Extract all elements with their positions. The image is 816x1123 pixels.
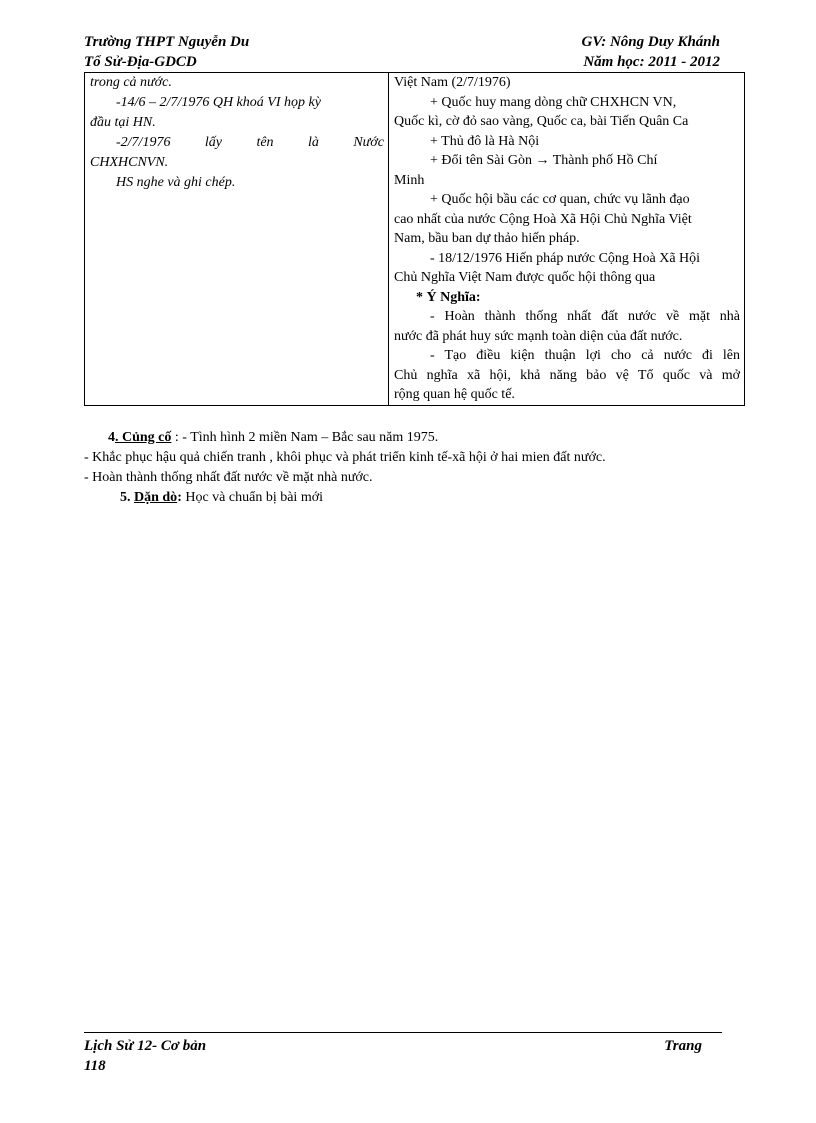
right-line: Nam, bầu ban dự thảo hiến pháp. [394,231,580,246]
right-line-rename [394,151,740,171]
footer-divider [84,1032,722,1033]
right-line: nước đã phát huy sức mạnh toàn diện của đất nước. [394,328,683,344]
consolidation-line: 4. Củng cố : - Tình hình 2 miền Nam – Bắc sau năm 1975. [108,430,439,445]
right-line: Minh [394,172,425,188]
summary-bullet: - Khắc phục hậu quả chiến tranh , khôi phục và phát triển kinh tế-xã hội ở hai mien đất nước. [84,450,606,465]
rename-text-b: Thành phố Hồ Chí [552,153,658,168]
right-line: cao nhất của nước Cộng Hoà Xã Hội Chủ Nghĩa Việt [394,211,692,227]
right-line: + Quốc hội bầu các cơ quan, chức vụ lãnh đạo [430,192,690,207]
right-line: + Quốc huy mang dòng chữ CHXHCN VN, [430,94,677,110]
page-label: Trang [664,1038,702,1054]
left-line: -14/6 – 2/7/1976 QH khoá VI họp kỳ [116,95,321,110]
department-name: Tổ Sử-Địa-GDCD [84,54,197,70]
right-line: Quốc kì, cờ đỏ sao vàng, Quốc ca, bài Tiến Quân Ca [394,114,689,129]
left-line: trong cả nước. [90,75,172,90]
school-name: Trường THPT Nguyễn Du [84,34,250,50]
homework-line: 5. Dặn dò: Học và chuẩn bị bài mới [120,490,324,505]
right-line: Chủ nghĩa xã hội, khả năng bảo vệ Tổ quốc và mở [394,367,740,383]
left-line: -2/7/1976 lấy tên là Nước [116,135,384,150]
rename-text-a: + Đổi tên Sài Gòn [430,153,532,168]
right-line: rộng quan hệ quốc tế. [394,387,515,402]
lesson-summary [84,428,728,508]
arrow-right-icon: → [535,153,550,168]
activity-column [85,73,389,405]
right-line: - 18/12/1976 Hiến pháp nước Cộng Hoà Xã Hội [430,250,701,266]
right-line: Chủ Nghĩa Việt Nam được quốc hội thông qua [394,270,656,285]
subject-label: Lịch Sử 12- Cơ bản [84,1038,207,1054]
left-line: CHXHCNVN. [90,155,169,170]
page-footer [84,1036,702,1076]
homework-label: Dặn dò [134,490,178,505]
significance-heading: * Ý Nghĩa: [416,289,481,305]
page-header [84,32,720,72]
right-line: + Thủ đô là Hà Nội [430,133,540,149]
right-line: Việt Nam (2/7/1976) [394,75,511,90]
left-line: đầu tại HN. [90,115,156,130]
left-line: HS nghe và ghi chép. [116,175,236,190]
right-line: - Hoàn thành thống nhất đất nước về mặt nhà [430,309,740,324]
teacher-name: GV: Nông Duy Khánh [581,34,720,50]
page-number: 118 [84,1058,106,1074]
right-line: - Tạo điều kiện thuận lợi cho cả nước đi lên [430,348,740,363]
consolidation-label: . Củng cố [115,430,172,445]
content-column [389,73,744,405]
lesson-table [84,72,745,406]
school-year: Năm học: 2011 - 2012 [583,54,720,70]
summary-bullet: - Hoàn thành thống nhất đất nước về mặt nhà nước. [84,470,373,485]
